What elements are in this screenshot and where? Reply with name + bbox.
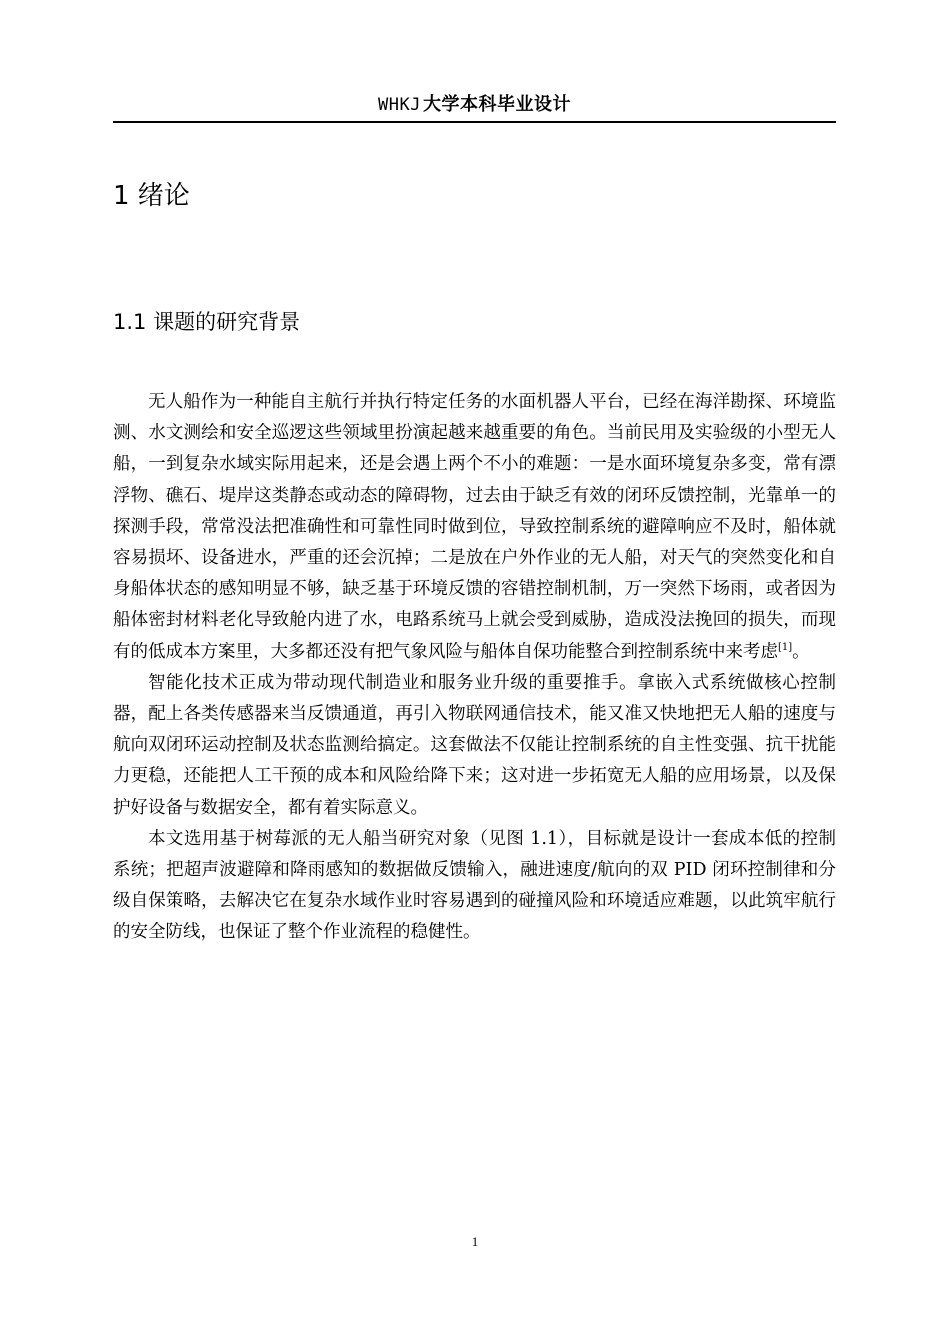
page-number: 1 [471,1234,479,1249]
header-institution-code: WHKJ [378,95,421,115]
paragraph-text: 智能化技术正成为带动现代制造业和服务业升级的重要推手。拿嵌入式系统做核心控制器，配上各类传感器来当反馈通道，再引入物联网通信技术，能又准又快地把无人船的速度与航向双闭环运动控制及状态监测给搞定。这套做法不仅能让控制系统的自主性变强、抗干扰能力更稳，还能把人工干预的成本和风险给降下来；这对进一步拓宽无人船的应用场景，以及保护好设备与数据安全，都有着实际意义。 [113,672,836,818]
section-title: 1.1 课题的研究背景 [113,310,301,334]
header-divider [113,121,836,123]
paragraph-objective [113,824,836,949]
body-text [113,387,836,949]
chapter-title: 1 绪论 [113,181,190,211]
citation-ref[interactable]: [1] [778,641,793,653]
paragraph-text: 无人船作为一种能自主航行并执行特定任务的水面机器人平台，已经在海洋勘探、环境监测、水文测绘和安全巡逻这些领域里扮演起越来越重要的角色。当前民用及实验级的小型无人船，一到复杂水域实际用起来，还是会遇上两个不小的难题：一是水面环境复杂多变，常有漂浮物、礁石、堤岸这类静态或动态的障碍物，过去由于缺乏有效的闭环反馈控制，光靠单一的探测手段，常常没法把准确性和可靠性同时做到位，导致控制系统的避障响应不及时，船体就容易损坏、设备进水，严重的还会沉掉；二是放在户外作业的无人船，对天气的突然变化和自身船体状态的感知明显不够，缺乏基于环境反馈的容错控制机制，万一突然下场雨，或者因为船体密封材料老化导致舱内进了水，电路系统马上就会受到威胁，造成没法挽回的损失，而现有的低成本方案里，大多都还没有把气象风险与船体自保功能整合到控制系统中来考虑 [113,392,836,662]
paragraph-text: 本文选用基于树莓派的无人船当研究对象（见图 1.1），目标就是设计一套成本低的控制系统；把超声波避障和降雨感知的数据做反馈输入，融进速度/航向的双 PID 闭环控制律和分级自保策略，去解决它在复杂水域作业时容易遇到的碰撞风险和环境适应难题，以此筑牢航行的安全防线，也保证了整个作业流程的稳健性。 [113,828,836,943]
paragraph-intelligence [113,668,836,824]
paragraph-tail: 。 [792,641,810,662]
paragraph-background [113,387,836,668]
running-header [113,92,836,118]
header-thesis-type: 大学本科毕业设计 [422,94,571,115]
